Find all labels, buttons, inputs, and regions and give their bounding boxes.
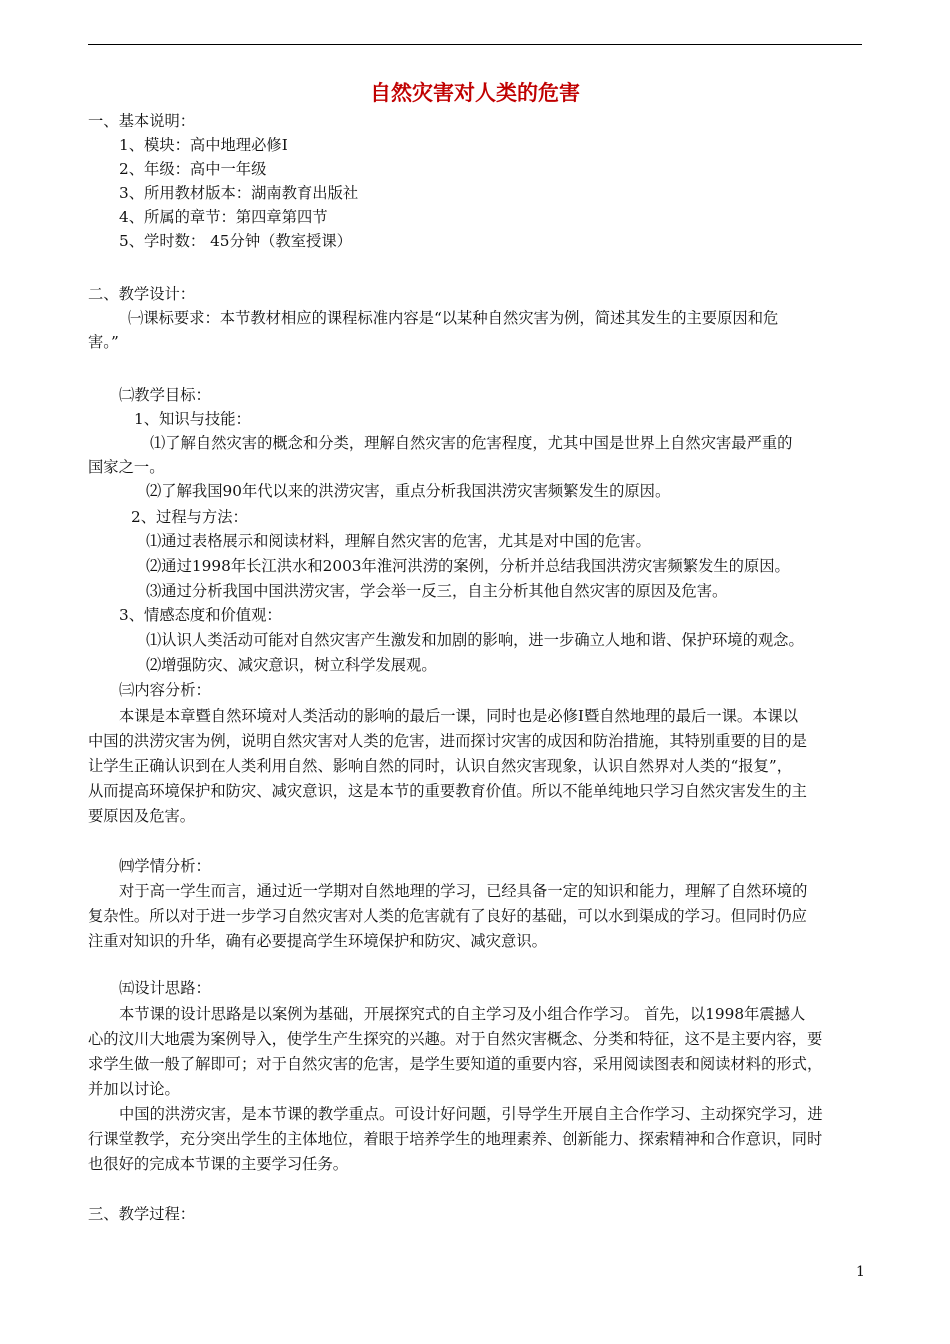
- process-item: ⑶通过分析我国中国洪涝灾害，学会举一反三，自主分析其他自然灾害的原因及危害。: [146, 582, 728, 600]
- content-heading: ㈢内容分析：: [119, 681, 211, 699]
- students-line: 对于高一学生而言，通过近一学期对自然地理的学习，已经具备一定的知识和能力，理解了自然环境的: [119, 882, 808, 900]
- knowledge-heading: 1、知识与技能：: [134, 410, 251, 428]
- students-heading: ㈣学情分析：: [119, 857, 211, 875]
- design-line: 中国的洪涝灾害，是本节课的教学重点。可设计好问题，引导学生开展自主合作学习、主动探究学习，进: [119, 1105, 823, 1123]
- knowledge-item-2: ⑵了解我国90年代以来的洪涝灾害，重点分析我国洪涝灾害频繁发生的原因。: [146, 482, 671, 500]
- process-item: ⑵通过1998年长江洪水和2003年淮河洪涝的案例，分析并总结我国洪涝灾害频繁发生的原因。: [146, 557, 790, 575]
- students-line: 注重对知识的升华，确有必要提高学生环境保护和防灾、减灾意识。: [88, 932, 547, 950]
- standard-line: 害。”: [88, 333, 119, 351]
- design-line: 行课堂教学，充分突出学生的主体地位，着眼于培养学生的地理素养、创新能力、探索精神和合作意识，同时: [88, 1130, 823, 1148]
- emotion-heading: 3、情感态度和价值观：: [119, 606, 282, 624]
- content-line: 让学生正确认识到在人类利用自然、影响自然的同时，认识自然灾害现象，认识自然界对人类的“报复”，: [88, 757, 793, 775]
- section-heading-design: 二、教学设计：: [88, 285, 196, 303]
- design-line: 求学生做一般了解即可；对于自然灾害的危害，是学生要知道的重要内容，采用阅读图表和阅读材料的形式，: [88, 1055, 823, 1073]
- content-line: 要原因及危害。: [88, 807, 196, 825]
- emotion-item: ⑵增强防灾、减灾意识，树立科学发展观。: [146, 656, 437, 674]
- basic-item-textbook: 3、所用教材版本：湖南教育出版社: [119, 184, 359, 202]
- section-heading-basic: 一、基本说明：: [88, 112, 196, 130]
- knowledge-item-1-cont: 国家之一。: [88, 458, 165, 476]
- design-line: 本节课的设计思路是以案例为基础，开展探究式的自主学习及小组合作学习。 首先，以1998年震撼人: [119, 1005, 806, 1023]
- basic-item-hours: 5、学时数： 45分钟（教室授课）: [119, 232, 352, 250]
- students-line: 复杂性。所以对于进一步学习自然灾害对人类的危害就有了良好的基础，可以水到渠成的学习。但同时仍应: [88, 907, 807, 925]
- standard-line: ㈠课标要求：本节教材相应的课程标准内容是“以某种自然灾害为例，简述其发生的主要原因和危: [128, 309, 779, 327]
- design-line: 也很好的完成本节课的主要学习任务。: [88, 1155, 349, 1173]
- page-number: 1: [856, 1264, 865, 1280]
- process-item: ⑴通过表格展示和阅读材料，理解自然灾害的危害，尤其是对中国的危害。: [146, 532, 651, 550]
- knowledge-item-1: ⑴了解自然灾害的概念和分类，理解自然灾害的危害程度，尤其中国是世界上自然灾害最严重的: [150, 434, 793, 452]
- basic-item-grade: 2、年级：高中一年级: [119, 160, 267, 178]
- basic-item-chapter: 4、所属的章节：第四章第四节: [119, 208, 328, 226]
- goals-heading: ㈡教学目标：: [119, 386, 211, 404]
- design-heading: ㈤设计思路：: [119, 979, 211, 997]
- content-line: 中国的洪涝灾害为例，说明自然灾害对人类的危害，进而探讨灾害的成因和防治措施，其特别重要的目的是: [88, 732, 807, 750]
- content-line: 从而提高环境保护和防灾、减灾意识，这是本节的重要教育价值。所以不能单纯地只学习自然灾害发生的主: [88, 782, 807, 800]
- emotion-item: ⑴认识人类活动可能对自然灾害产生激发和加剧的影响，进一步确立人地和谐、保护环境的观念。: [146, 631, 804, 649]
- basic-item-module: 1、模块：高中地理必修I: [119, 136, 288, 154]
- header-rule: [88, 44, 862, 45]
- design-line: 心的汶川大地震为案例导入，使学生产生探究的兴趣。对于自然灾害概念、分类和特征，这不是主要内容，要: [88, 1030, 823, 1048]
- page-title: 自然灾害对人类的危害: [370, 80, 580, 105]
- process-heading: 2、过程与方法：: [131, 508, 248, 526]
- section-heading-process: 三、教学过程：: [88, 1205, 196, 1223]
- design-line: 并加以讨论。: [88, 1080, 180, 1098]
- content-line: 本课是本章暨自然环境对人类活动的影响的最后一课，同时也是必修I暨自然地理的最后一课。本课以: [119, 707, 799, 725]
